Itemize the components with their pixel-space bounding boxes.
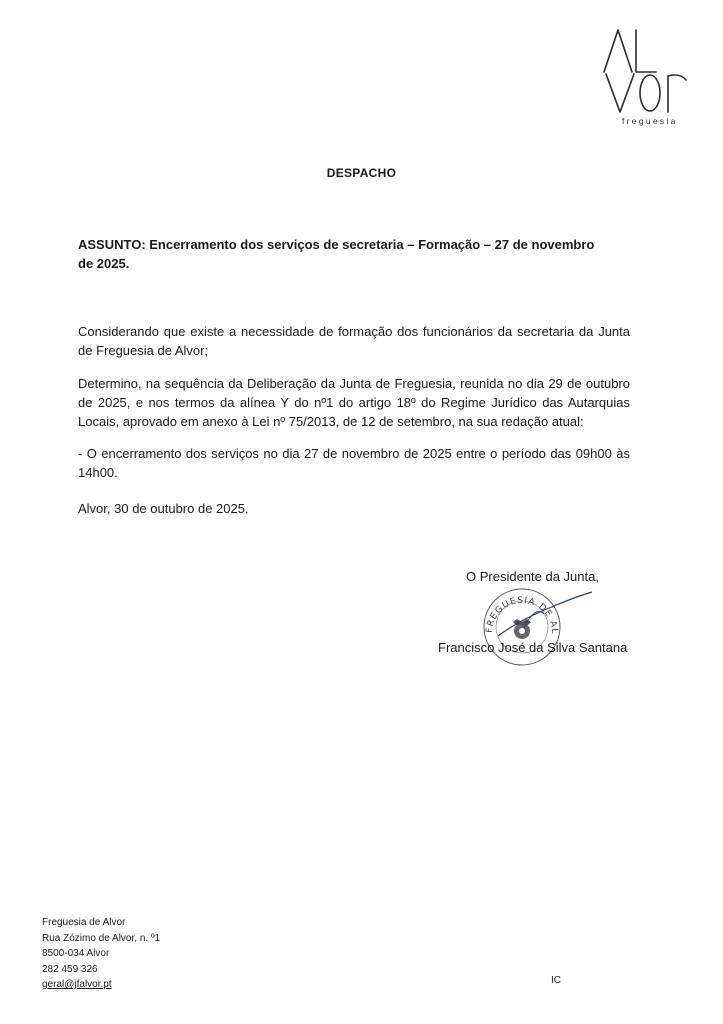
alvor-logo-mark [598,26,690,116]
footer-org-name: Freguesia de Alvor [42,917,126,928]
logo-subtitle: freguesia [622,116,678,126]
signatory-name: Francisco José da Silva Santana [438,640,628,655]
signatory-role: O Presidente da Junta, [466,569,599,584]
footer-phone: 282 459 326 [42,963,98,975]
paragraph-considering: Considerando que existe a necessidade de formação dos funcionários da secretaria da Junta de Freguesia de Alvor; [78,324,630,358]
paragraph-closure: - O encerramento dos serviços no dia 27 de novembro de 2025 entre o período das 09h00 às 14h00. [78,446,630,480]
author-initials: IC [551,975,561,986]
subject-line: ASSUNTO: Encerramento dos serviços de secretaria – Formação – 27 de novembro de 2025. [78,237,595,271]
svg-text:FREGUESIA DE ALVOR: FREGUESIA DE AL [484,595,560,634]
paragraph-determination: Determino, na sequência da Deliberação da Junta de Freguesia, reunida no dia 29 de outubro de 2025, e nos termos da alínea Y do nº1 do artigo 18º do Regime Jurídico das Autarquias Locais, aprovado em anexo à Lei nº 75/2013, de 12 de setembro, na sua redação atual: [78,376,630,429]
paragraph-date: Alvor, 30 de outubro de 2025. [78,501,249,516]
handwritten-signature [494,584,594,644]
document-title: DESPACHO [326,166,397,180]
alvor-logo [598,26,690,132]
footer-address: Rua Zózimo de Alvor, n. º1 [42,932,161,944]
footer-postal-code: 8500-034 Alvor [42,948,110,959]
footer-contact [42,915,160,993]
footer-email-link[interactable]: geral@jfalvor.pt [42,979,112,990]
